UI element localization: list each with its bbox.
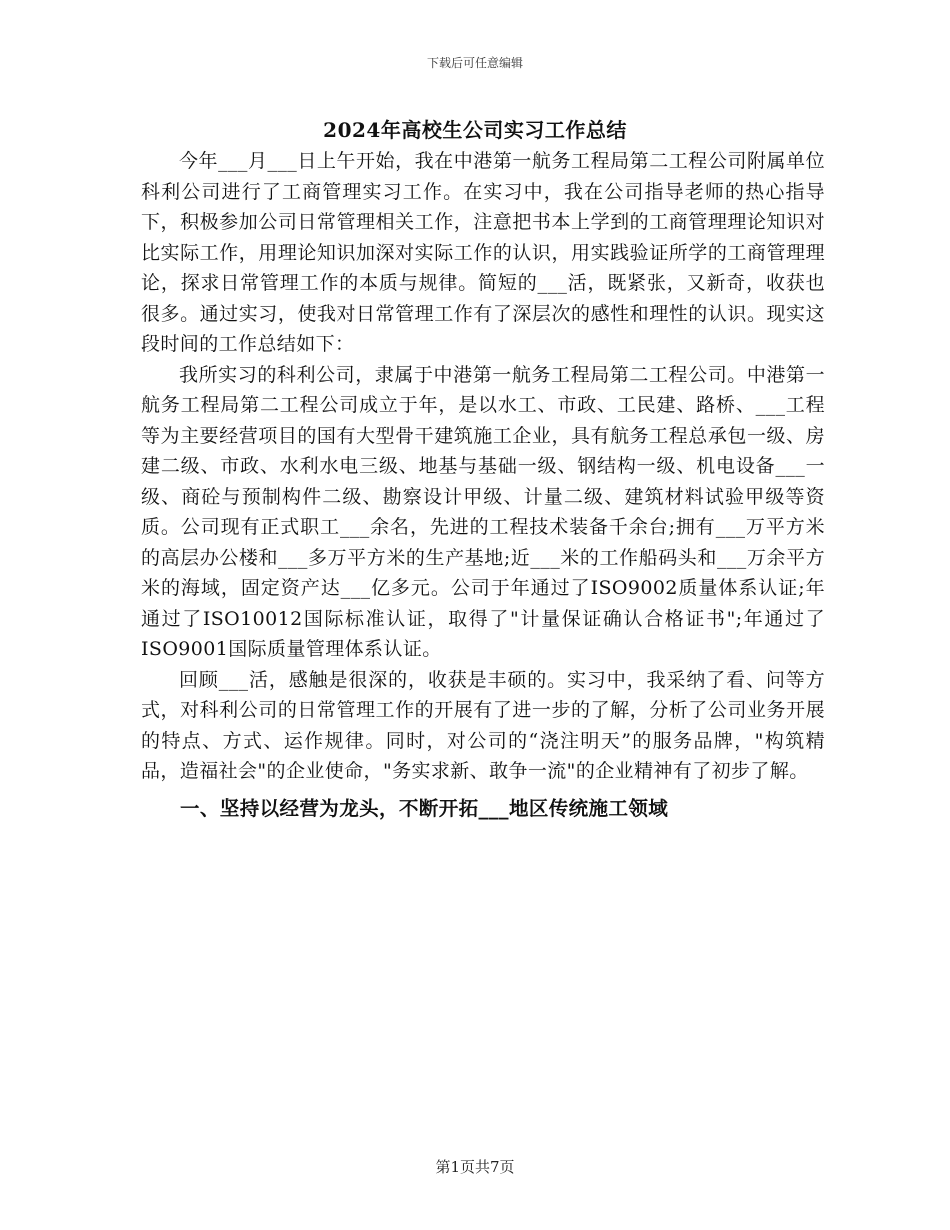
page-number: 第1页共7页 xyxy=(435,1158,515,1176)
paragraph: 回顾___活，感触是很深的，收获是丰硕的。实习中，我采纳了看、问等方式，对科利公司的日常管理工作的开展有了进一步的了解，分析了公司业务开展的特点、方式、运作规律。同时，对公司的“浇注明天”的服务品牌，"构筑精品，造福社会"的企业使命，"务实求新、敢争一流"的企业精神有了初步了解。 xyxy=(141,668,825,782)
document-body xyxy=(141,146,825,827)
paragraph: 我所实习的科利公司，隶属于中港第一航务工程局第二工程公司。中港第一航务工程局第二工程公司成立于年，是以水工、市政、工民建、路桥、___工程等为主要经营项目的国有大型骨干建筑施工企业，具有航务工程总承包一级、房建二级、市政、水利水电三级、地基与基础一级、钢结构一级、机电设备___一级、商砼与预制构件二级、勘察设计甲级、计量二级、建筑材料试验甲级等资质。公司现有正式职工___余名，先进的工程技术装备千余台;拥有___万平方米的高层办公楼和___多万平方米的生产基地;近___米的工作船码头和___万余平方米的海域，固定资产达___亿多元。公司于年通过了ISO9002质量体系认证;年通过了ISO10012国际标准认证，取得了"计量保证确认合格证书";年通过了ISO9001国际质量管理体系认证。 xyxy=(141,363,825,660)
document-title: 2024年高校生公司实习工作总结 xyxy=(323,118,627,142)
paragraph: 今年___月___日上午开始，我在中港第一航务工程局第二工程公司附属单位科利公司进行了工商管理实习工作。在实习中，我在公司指导老师的热心指导下，积极参加公司日常管理相关工作，注意把书本上学到的工商管理理论知识对比实际工作，用理论知识加深对实际工作的认识，用实践验证所学的工商管理理论，探求日常管理工作的本质与规律。简短的___活，既紧张，又新奇，收获也很多。通过实习，使我对日常管理工作有了深层次的感性和理性的认识。现实这段时间的工作总结如下： xyxy=(141,150,825,355)
section-heading: 一、坚持以经营为龙头，不断开拓___地区传统施工领域 xyxy=(180,796,669,820)
page-header-note: 下载后可任意编辑 xyxy=(426,56,523,70)
